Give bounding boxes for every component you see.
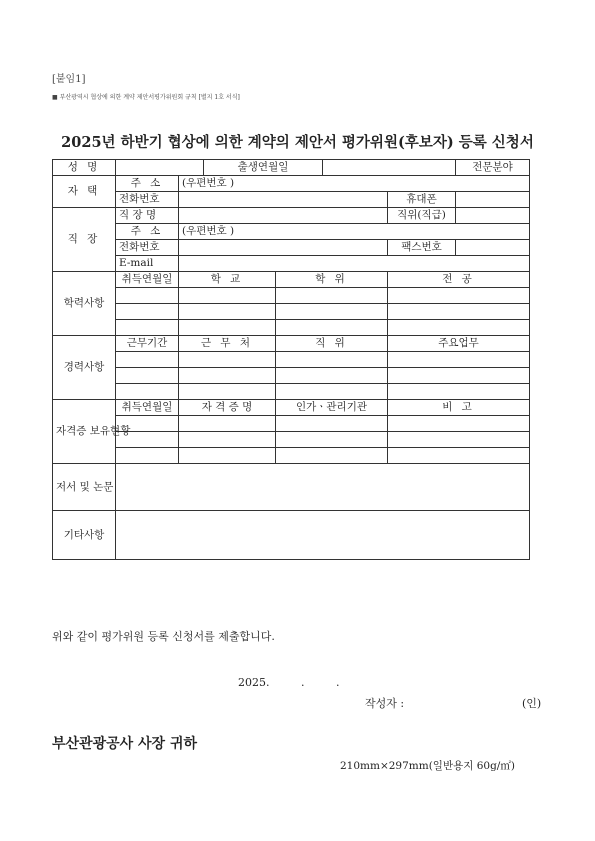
- work-phone-field[interactable]: [179, 240, 388, 256]
- position-label: 직위(직급): [388, 208, 456, 224]
- work-phone-label: 전화번호: [116, 240, 179, 256]
- fax-label: 팩스번호: [388, 240, 456, 256]
- work-address-label: 주 소: [116, 224, 179, 240]
- application-form-table: [52, 159, 530, 560]
- birth-field[interactable]: [323, 160, 456, 176]
- education-header-school: 학 교: [179, 272, 276, 288]
- home-phone-label: 전화번호: [116, 192, 179, 208]
- education-header-major: 전 공: [388, 272, 530, 288]
- other-label: 기타사항: [53, 511, 116, 560]
- workplace-label: 직 장 명: [116, 208, 179, 224]
- license-header-remarks: 비 고: [388, 400, 530, 416]
- recipient: 부산관광공사 사장 귀하: [52, 736, 197, 752]
- career-header-duties: 주요업무: [388, 336, 530, 352]
- workplace-field[interactable]: [179, 208, 388, 224]
- seal-label: (인): [522, 697, 542, 710]
- attachment-label: [붙임1]: [52, 74, 86, 85]
- work-label: 직 장: [53, 208, 116, 272]
- name-field[interactable]: [116, 160, 204, 176]
- work-address-field[interactable]: (우편번호 ): [179, 224, 530, 240]
- education-header-date: 취득연월일: [116, 272, 179, 288]
- license-header-date: 취득연월일: [116, 400, 179, 416]
- education-header-degree: 학 위: [276, 272, 388, 288]
- mobile-field[interactable]: [456, 192, 530, 208]
- author-label: 작성자 :: [365, 697, 405, 710]
- career-row: [53, 384, 530, 400]
- publications-label: 저서 및 논문: [53, 464, 116, 511]
- other-field[interactable]: [116, 511, 530, 560]
- license-row: [53, 448, 530, 464]
- mobile-label: 휴대폰: [388, 192, 456, 208]
- rule-reference: ■ 부산광역시 협상에 의한 계약 제안서평가위원회 규칙 [별지 1호 서식]: [52, 94, 240, 101]
- license-header-name: 자 격 증 명: [179, 400, 276, 416]
- career-label: 경력사항: [53, 336, 116, 400]
- home-address-label: 주 소: [116, 176, 179, 192]
- education-label: 학력사항: [53, 272, 116, 336]
- fax-field[interactable]: [456, 240, 530, 256]
- submission-statement: 위와 같이 평가위원 등록 신청서를 제출합니다.: [52, 630, 275, 643]
- license-label: 자격증 보유현황: [53, 400, 116, 464]
- publications-field[interactable]: [116, 464, 530, 511]
- education-row: [53, 320, 530, 336]
- home-label: 자 택: [53, 176, 116, 208]
- submission-date: 2025. . .: [238, 676, 340, 689]
- home-address-field[interactable]: (우편번호 ): [179, 176, 530, 192]
- career-row: [53, 368, 530, 384]
- field-label: 전문분야: [456, 160, 530, 176]
- education-row: [53, 288, 530, 304]
- position-field[interactable]: [456, 208, 530, 224]
- form-title: 2025년 하반기 협상에 의한 계약의 제안서 평가위원(후보자) 등록 신청서: [61, 134, 534, 151]
- birth-label: 출생연월일: [204, 160, 323, 176]
- career-row: [53, 352, 530, 368]
- career-header-workplace: 근 무 처: [179, 336, 276, 352]
- license-header-authority: 인가ㆍ관리기관: [276, 400, 388, 416]
- email-label: E-mail: [116, 256, 179, 272]
- name-label: 성 명: [53, 160, 116, 176]
- education-row: [53, 304, 530, 320]
- home-phone-field[interactable]: [179, 192, 388, 208]
- career-header-period: 근무기간: [116, 336, 179, 352]
- paper-spec: 210mm×297mm(일반용지 60g/㎡): [340, 760, 515, 772]
- email-field[interactable]: [179, 256, 530, 272]
- career-header-position: 직 위: [276, 336, 388, 352]
